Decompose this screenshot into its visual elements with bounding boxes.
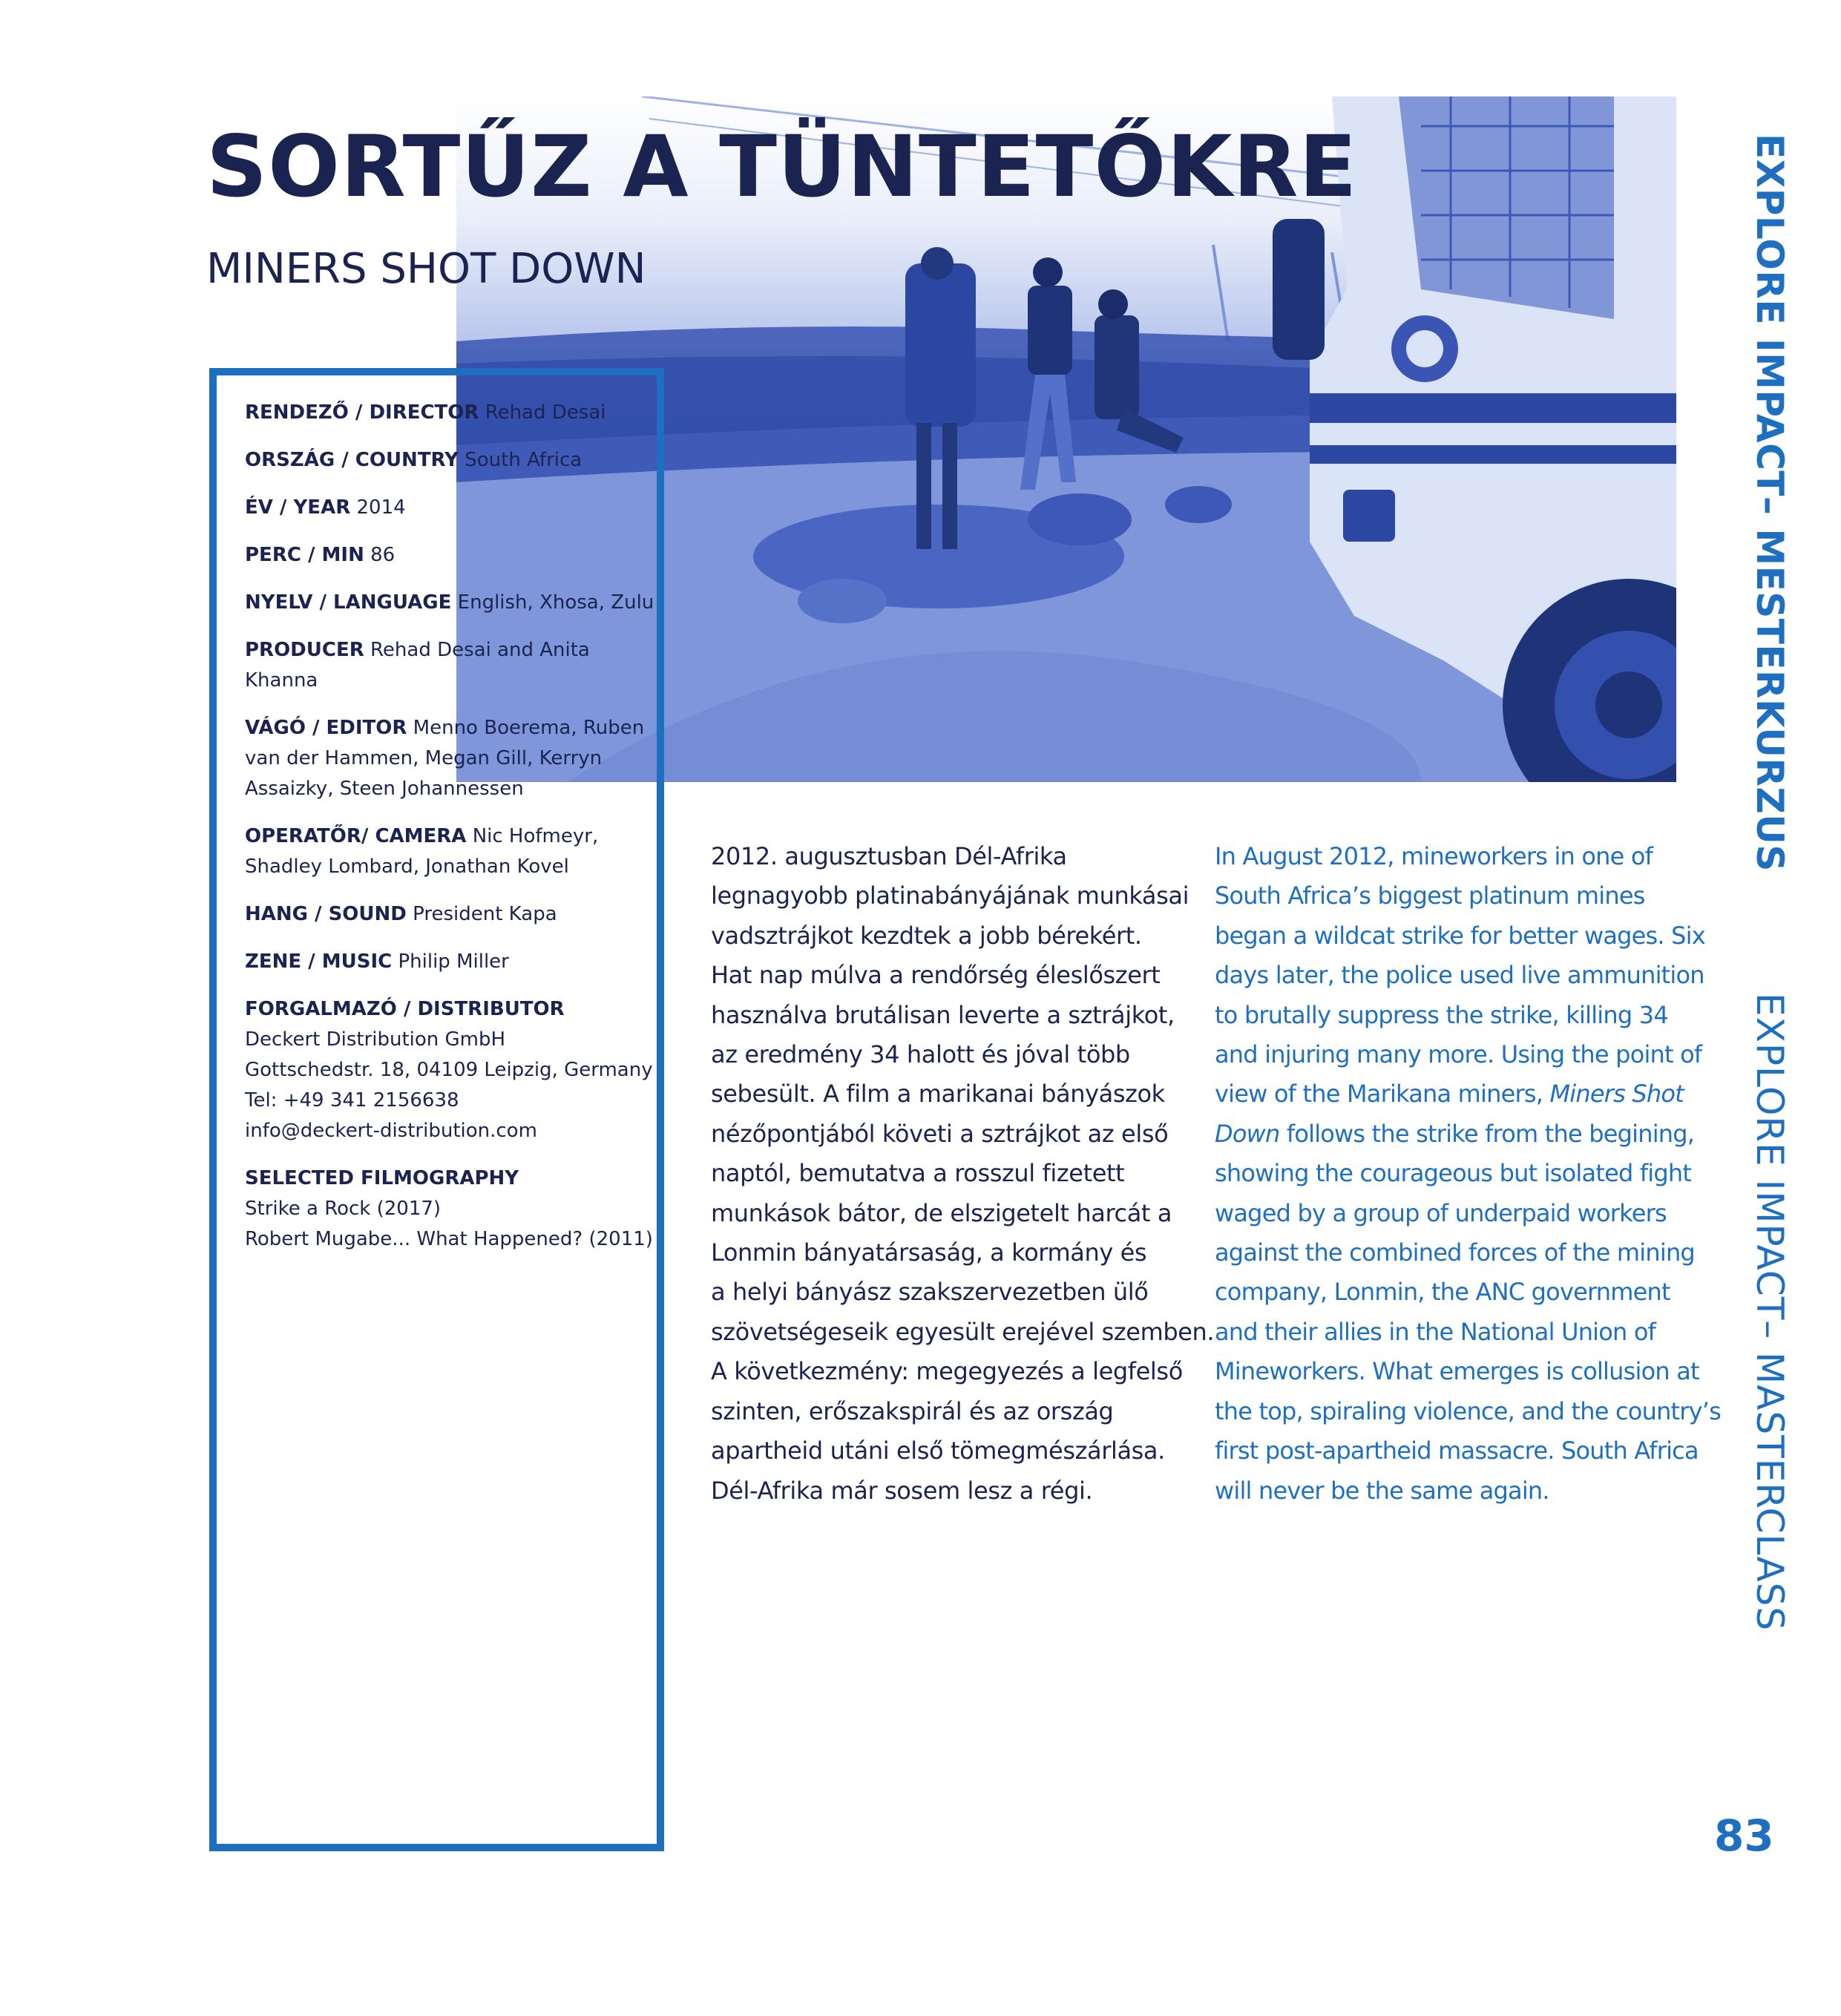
synopsis-line: company, Lonmin, the ANC government <box>1215 1278 1670 1307</box>
synopsis-line: Hat nap múlva a rendőrség éleslőszert <box>711 961 1161 990</box>
credit-value: Rehad Desai <box>485 401 606 424</box>
section-label-hu <box>1748 134 1791 872</box>
credit-label: RENDEZŐ / DIRECTOR <box>245 401 479 424</box>
credit-editor <box>245 713 660 804</box>
credit-value: Menno Boerema, Ruben <box>413 717 645 739</box>
section-label-en <box>1748 993 1791 1632</box>
synopsis-line: A következmény: megegyezés a legfelső <box>711 1357 1183 1386</box>
credit-country <box>245 445 660 476</box>
synopsis-line: showing the courageous but isolated fight <box>1215 1159 1692 1188</box>
credit-value: 86 <box>370 544 396 566</box>
synopsis-line: and their allies in the National Union of <box>1215 1317 1656 1346</box>
credit-label: ZENE / MUSIC <box>245 950 393 973</box>
synopsis-line: a helyi bányász szakszervezetben ülő <box>711 1278 1149 1307</box>
credit-label: OPERATŐR/ CAMERA <box>245 825 467 847</box>
credit-value: Nic Hofmeyr, <box>472 825 599 847</box>
page-subtitle: MINERS SHOT DOWN <box>206 245 646 293</box>
credit-min <box>245 540 660 571</box>
credit-value: Shadley Lombard, Jonathan Kovel <box>245 856 569 878</box>
credit-label: SELECTED FILMOGRAPHY <box>245 1167 519 1189</box>
film-title-italic: Miners Shot <box>1549 1080 1684 1109</box>
synopsis-line: sebesült. A film a marikanai bányászok <box>711 1080 1165 1109</box>
synopsis-line: apartheid utáni első tömegmészárlása. <box>711 1437 1165 1465</box>
film-title-italic: Down <box>1215 1119 1280 1148</box>
credit-label: HANG / SOUND <box>245 903 407 925</box>
synopsis-line: használva brutálisan leverte a sztrájkot, <box>711 1000 1175 1029</box>
credit-camera <box>245 821 660 882</box>
credit-sound <box>245 899 660 930</box>
section-label-text: EXPLORE IMPACT– MESTERKURZUS <box>1748 134 1791 872</box>
credit-music <box>245 947 660 977</box>
synopsis-line: Dél-Afrika már sosem lesz a régi. <box>711 1476 1093 1505</box>
synopsis-line: 2012. augusztusban Dél-Afrika <box>711 842 1067 870</box>
synopsis-line: Mineworkers. What emerges is collusion at <box>1215 1357 1699 1386</box>
credit-year <box>245 493 660 523</box>
credit-value: South Africa <box>465 449 583 471</box>
synopsis-line: szinten, erőszakspirál és az ország <box>711 1396 1114 1425</box>
synopsis-line: naptól, bemutatva a rosszul fizetett <box>711 1159 1125 1188</box>
synopsis-hungarian <box>711 837 1215 1511</box>
credit-value: Deckert Distribution GmbH <box>245 1028 506 1051</box>
synopsis-line: waged by a group of underpaid workers <box>1215 1198 1667 1227</box>
credit-value: Tel: +49 341 2156638 <box>245 1089 459 1112</box>
synopsis-line <box>1215 1074 1684 1114</box>
synopsis-text: view of the Marikana miners, <box>1215 1080 1550 1109</box>
synopsis-line: vadsztrájkot kezdtek a jobb bérekért. <box>711 921 1142 950</box>
synopsis-line <box>1215 1114 1695 1154</box>
synopsis-line: In August 2012, mineworkers in one of <box>1215 842 1653 870</box>
synopsis-line: az eredmény 34 halott és jóval több <box>711 1040 1130 1069</box>
credit-language <box>245 588 660 618</box>
synopsis-line: nézőpontjából követi a sztrájkot az első <box>711 1119 1169 1148</box>
credit-value: Gottschedstr. 18, 04109 Leipzig, Germany <box>245 1059 653 1081</box>
synopsis-text: follows the strike from the begining, <box>1279 1119 1695 1148</box>
synopsis-line: against the combined forces of the mining <box>1215 1238 1695 1267</box>
credits-list <box>245 398 660 1272</box>
credit-producer <box>245 635 660 696</box>
credit-value: info@deckert-distribution.com <box>245 1120 537 1142</box>
synopsis-line: the top, spiraling violence, and the country’s <box>1215 1396 1722 1425</box>
credit-value: van der Hammen, Megan Gill, Kerryn <box>245 747 603 769</box>
page-number: 83 <box>1714 1810 1774 1861</box>
credit-label: PRODUCER <box>245 639 364 661</box>
synopsis-line: South Africa’s biggest platinum mines <box>1215 881 1645 910</box>
credit-value: President Kapa <box>413 903 557 925</box>
synopsis-line: Lonmin bányatársaság, a kormány és <box>711 1238 1147 1267</box>
credit-label: NYELV / LANGUAGE <box>245 591 452 614</box>
credit-label: VÁGÓ / EDITOR <box>245 717 407 739</box>
synopsis-line: first post-apartheid massacre. South Africa <box>1215 1437 1699 1465</box>
credit-value: English, Xhosa, Zulu <box>457 591 654 614</box>
credit-label: PERC / MIN <box>245 544 364 566</box>
credit-value: Rehad Desai and Anita Khanna <box>245 639 590 692</box>
synopsis-line: munkások bátor, de elszigetelt harcát a <box>711 1198 1172 1227</box>
credit-label: ORSZÁG / COUNTRY <box>245 449 459 471</box>
credit-director <box>245 398 660 428</box>
credit-distributor <box>245 994 660 1146</box>
credit-value: Robert Mugabe... What Happened? (2011) <box>245 1228 653 1250</box>
synopsis-line: to brutally suppress the strike, killing 34 <box>1215 1000 1668 1029</box>
page-title: SORTŰZ A TÜNTETŐKRE <box>206 117 1358 216</box>
synopsis-line: and injuring many more. Using the point of <box>1215 1040 1702 1069</box>
synopsis-line: days later, the police used live ammunition <box>1215 961 1704 990</box>
credit-label: FORGALMAZÓ / DISTRIBUTOR <box>245 998 565 1020</box>
section-label-text: EXPLORE IMPACT– MASTERCLASS <box>1748 993 1791 1632</box>
synopsis-line: began a wildcat strike for better wages. Six <box>1215 921 1705 950</box>
credit-value: Assaizky, Steen Johannessen <box>245 778 524 800</box>
credit-value: Philip Miller <box>398 950 509 973</box>
synopsis-line: will never be the same again. <box>1215 1476 1549 1505</box>
synopsis-line: szövetségeseik egyesült erejével szemben. <box>711 1317 1215 1346</box>
credit-value: Strike a Rock (2017) <box>245 1198 442 1220</box>
credit-label: ÉV / YEAR <box>245 496 351 519</box>
synopsis-english <box>1215 837 1722 1511</box>
credit-filmography <box>245 1163 660 1255</box>
credit-value: 2014 <box>356 496 406 519</box>
synopsis-line: legnagyobb platinabányájának munkásai <box>711 881 1189 910</box>
